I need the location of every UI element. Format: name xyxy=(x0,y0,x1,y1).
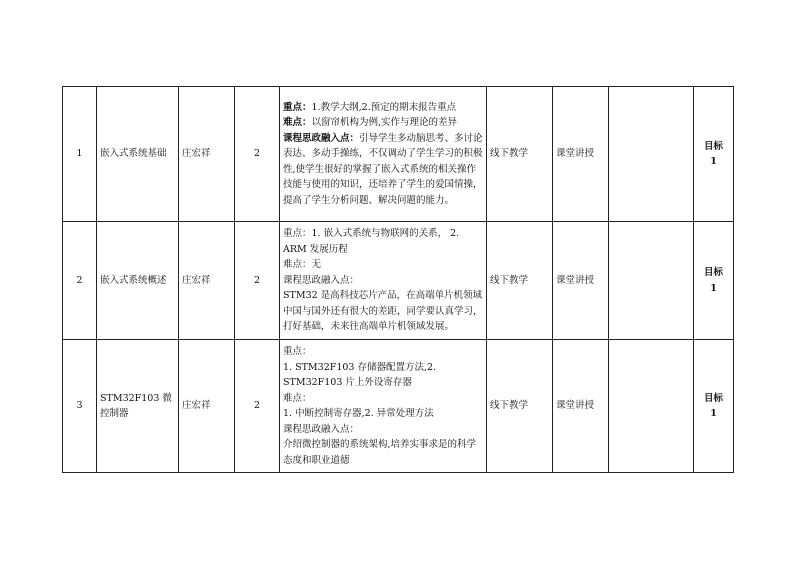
class-hours: 2 xyxy=(235,87,280,222)
teaching-method: 课堂讲授 xyxy=(553,87,609,222)
teaching-method: 课堂讲授 xyxy=(553,222,609,340)
class-hours: 2 xyxy=(235,340,280,473)
key-point-text: 重点：1. 嵌入式系统与物联网的关系， 2. ARM 发展历程 xyxy=(283,228,460,255)
teacher-name: 庄宏祥 xyxy=(179,340,235,473)
difficulty-text: 难点：无 xyxy=(283,259,322,271)
course-schedule-table xyxy=(62,86,734,473)
row-number: 1 xyxy=(63,87,97,222)
ideology-label: 课程思政融入点： xyxy=(283,132,360,144)
teaching-method: 课堂讲授 xyxy=(553,340,609,473)
target-number: 1 xyxy=(710,156,717,167)
course-topic: 嵌入式系统基础 xyxy=(97,87,179,222)
difficulty-label: 难点： xyxy=(283,392,312,404)
difficulty-label: 难点： xyxy=(283,117,312,129)
ideology-label: 课程思政融入点： xyxy=(283,423,360,435)
course-target xyxy=(694,340,734,473)
course-target xyxy=(694,222,734,340)
table-row xyxy=(63,222,734,340)
teacher-name: 庄宏祥 xyxy=(179,87,235,222)
ideology-text: STM32 是高科技芯片产品，在高端单片机领域中国与国外还有很大的差距，同学要认真学习，打好基础，未来往高端单片机领域发展。 xyxy=(283,290,483,333)
difficulty-text: 以窗帘机构为例,实作与理论的差异 xyxy=(311,117,458,129)
teacher-name: 庄宏祥 xyxy=(179,222,235,340)
teaching-mode: 线下教学 xyxy=(487,222,553,340)
target-number: 1 xyxy=(710,282,717,294)
teaching-content xyxy=(280,340,487,473)
class-hours: 2 xyxy=(235,222,280,340)
course-topic: 嵌入式系统概述 xyxy=(97,222,179,340)
table-row xyxy=(63,340,734,473)
ideology-text: 介绍微控制器的系统架构,培养实事求是的科学态度和职业道德 xyxy=(283,439,477,466)
target-label: 目标 xyxy=(703,267,723,278)
row-number: 3 xyxy=(63,340,97,473)
course-topic: STM32F103 微 控制器 xyxy=(97,340,179,473)
teaching-mode: 线下教学 xyxy=(487,340,553,473)
course-target xyxy=(694,87,734,222)
row-number: 2 xyxy=(63,222,97,340)
target-number: 1 xyxy=(710,408,717,419)
key-point-text: 1.教学大纲,2.预定的期末报告重点 xyxy=(311,101,457,113)
difficulty-text: 1. 中断控制寄存器,2. 异常处理方法 xyxy=(283,408,434,419)
blank-cell xyxy=(609,222,694,340)
teaching-content xyxy=(280,222,487,340)
target-label: 目标 xyxy=(703,392,723,404)
teaching-mode: 线下教学 xyxy=(487,87,553,222)
ideology-label: 课程思政融入点： xyxy=(283,274,360,286)
blank-cell xyxy=(609,87,694,222)
table-row xyxy=(63,87,734,222)
target-label: 目标 xyxy=(703,140,723,152)
key-point-text: 1. STM32F103 存储器配置方法,2. STM32F103 片上外设寄存器 xyxy=(283,361,437,388)
ideology-text: 引导学生多动脑思考、多讨论表达、多动手操练，不仅调动了学生学习的积极性,使学生很好的掌握了嵌入式系统的相关操作技能与使用的知识，还培养了学生的爱国情操，提高了学生分析问题、解决问题的能力。 xyxy=(283,132,483,206)
key-point-label: 重点： xyxy=(283,101,312,113)
teaching-content xyxy=(280,87,487,222)
blank-cell xyxy=(609,340,694,473)
key-point-label: 重点： xyxy=(283,346,312,357)
